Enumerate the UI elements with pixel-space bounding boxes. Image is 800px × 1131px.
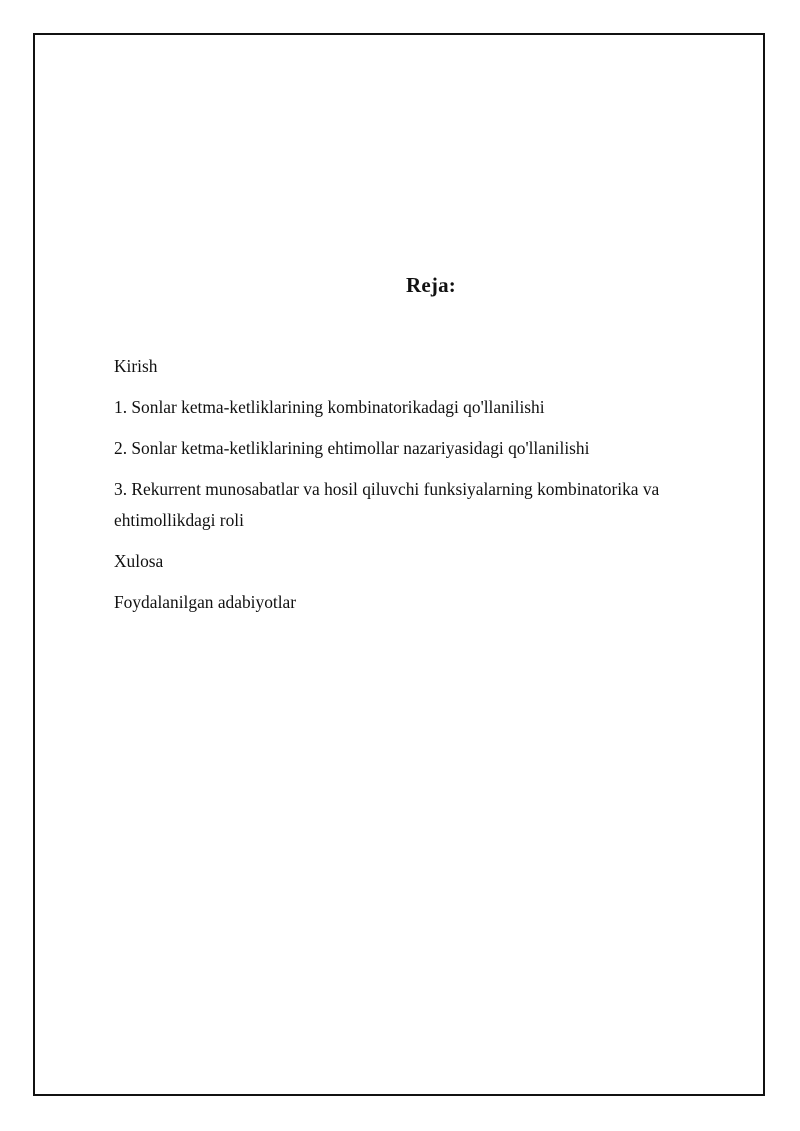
plan-item-conclusion: Xulosa xyxy=(114,551,164,571)
plan-item-references: Foydalanilgan adabiyotlar xyxy=(114,592,297,612)
plan-item-introduction: Kirish xyxy=(114,356,158,376)
plan-item-section-3: 3. Rekurrent munosabatlar va hosil qiluvchi funksiyalarning kombinatorika va ehtimollikdagi roli xyxy=(114,479,660,530)
plan-item-section-2: 2. Sonlar ketma-ketliklarining ehtimollar nazariyasidagi qo'llanilishi xyxy=(114,438,590,458)
plan-list xyxy=(114,351,724,628)
plan-item-section-1: 1. Sonlar ketma-ketliklarining kombinatorikadagi qo'llanilishi xyxy=(114,397,545,417)
page-title: Reja: xyxy=(406,273,456,297)
